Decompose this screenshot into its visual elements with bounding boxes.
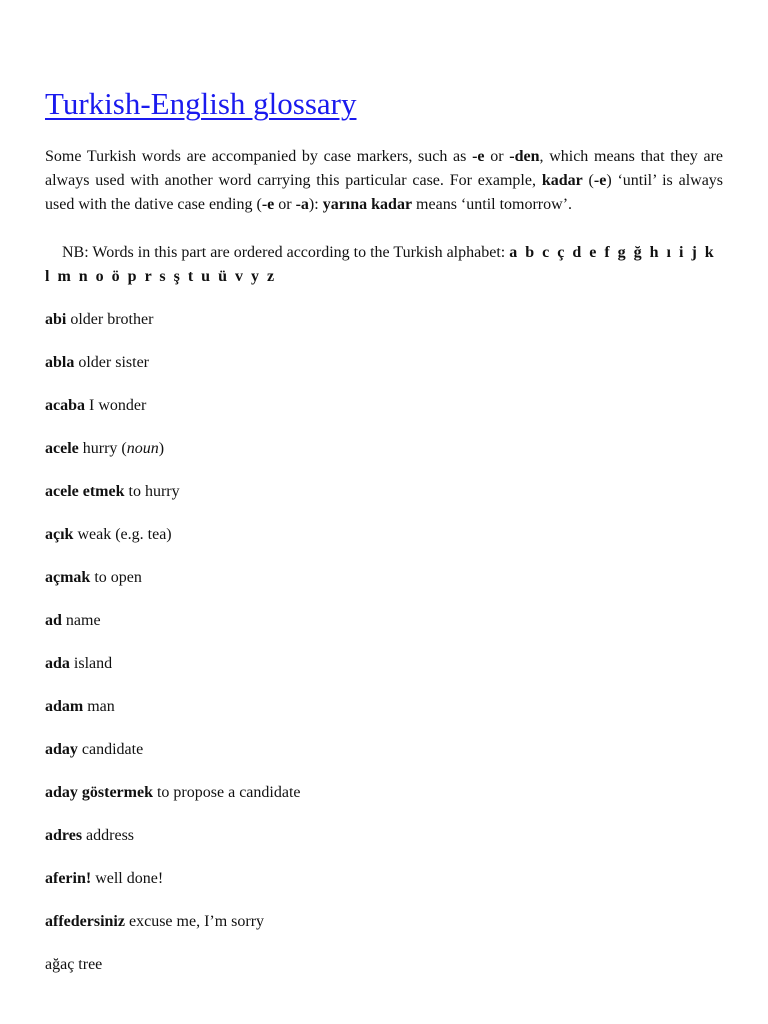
entry-term: acele <box>45 440 79 457</box>
glossary-entry <box>45 308 723 351</box>
case-marker: -a <box>295 196 309 213</box>
entry-close: ) <box>158 440 165 457</box>
entry-term: açmak <box>45 569 91 586</box>
glossary-entry <box>45 867 723 910</box>
glossary-entry <box>45 437 723 480</box>
entry-term: abla <box>45 354 75 371</box>
glossary-entry <box>45 738 723 781</box>
glossary-entry <box>45 351 723 394</box>
intro-text: or <box>274 196 296 213</box>
entry-term: affedersiniz <box>45 913 125 930</box>
nb-text: NB: Words in this part are ordered according to the Turkish alphabet: <box>62 244 510 261</box>
entry-definition: to propose a candidate <box>156 784 301 801</box>
entry-note: noun <box>126 440 159 457</box>
entry-term: aferin! <box>45 870 92 887</box>
page-title[interactable] <box>45 84 356 124</box>
intro-text: or <box>484 148 510 165</box>
entry-definition: man <box>87 698 115 715</box>
example-phrase: yarına kadar <box>322 196 413 213</box>
entry-term: acaba <box>45 397 85 414</box>
glossary-entry <box>45 652 723 695</box>
entry-definition: address <box>86 827 135 844</box>
entry-definition: older brother <box>70 311 154 328</box>
glossary-entry <box>45 910 723 953</box>
example-word: kadar <box>541 172 583 189</box>
glossary-entry <box>45 609 723 652</box>
entry-definition: older sister <box>78 354 149 371</box>
entry-term: adres <box>45 827 83 844</box>
entry-term: abi <box>45 311 67 328</box>
turkish-alphabet: a b c ç d e f g ğ h ı i j k l m n o ö p r s ş t u ü v y z <box>45 244 716 285</box>
glossary-entry <box>45 394 723 437</box>
glossary-entry <box>45 566 723 609</box>
case-marker: -e <box>472 148 485 165</box>
glossary-entry <box>45 824 723 867</box>
intro-text: , which means that they are always used with another word carrying this particular case. For example, <box>45 148 724 189</box>
glossary-entry <box>45 480 723 523</box>
entry-definition: island <box>73 655 113 672</box>
glossary-entry <box>45 695 723 738</box>
entry-definition: ağaç tree <box>45 956 103 973</box>
entry-term: ada <box>45 655 70 672</box>
entry-term: açık <box>45 526 74 543</box>
entry-definition: weak (e.g. tea) <box>77 526 172 543</box>
glossary-entry <box>45 953 723 996</box>
intro-text: ) ‘until’ is always used with the dative case ending ( <box>45 172 724 213</box>
entry-definition: to open <box>94 569 142 586</box>
case-marker: -e <box>593 172 607 189</box>
entry-term: aday <box>45 741 78 758</box>
entry-definition: hurry ( <box>82 440 127 457</box>
nb-note <box>45 241 723 289</box>
intro-text: Some Turkish words are accompanied by case markers, such as <box>45 148 473 165</box>
entry-definition: name <box>65 612 101 629</box>
entry-definition: candidate <box>81 741 144 758</box>
entry-definition: I wonder <box>89 397 147 414</box>
title-link[interactable]: Turkish-English glossary <box>45 86 357 121</box>
intro-text: ): <box>308 196 323 213</box>
glossary-list <box>45 308 723 996</box>
glossary-entry <box>45 781 723 824</box>
entry-definition: well done! <box>95 870 164 887</box>
entry-term: adam <box>45 698 84 715</box>
entry-term: aday göstermek <box>45 784 153 801</box>
entry-term: ad <box>45 612 62 629</box>
case-marker: -den <box>509 148 540 165</box>
entry-definition: to hurry <box>128 483 180 500</box>
case-marker: -e <box>261 196 275 213</box>
intro-text: means ‘until tomorrow’. <box>412 196 573 213</box>
entry-definition: excuse me, I’m sorry <box>128 913 265 930</box>
intro-paragraph <box>45 145 723 217</box>
entry-term: acele etmek <box>45 483 125 500</box>
glossary-entry <box>45 523 723 566</box>
intro-text: ( <box>582 172 594 189</box>
